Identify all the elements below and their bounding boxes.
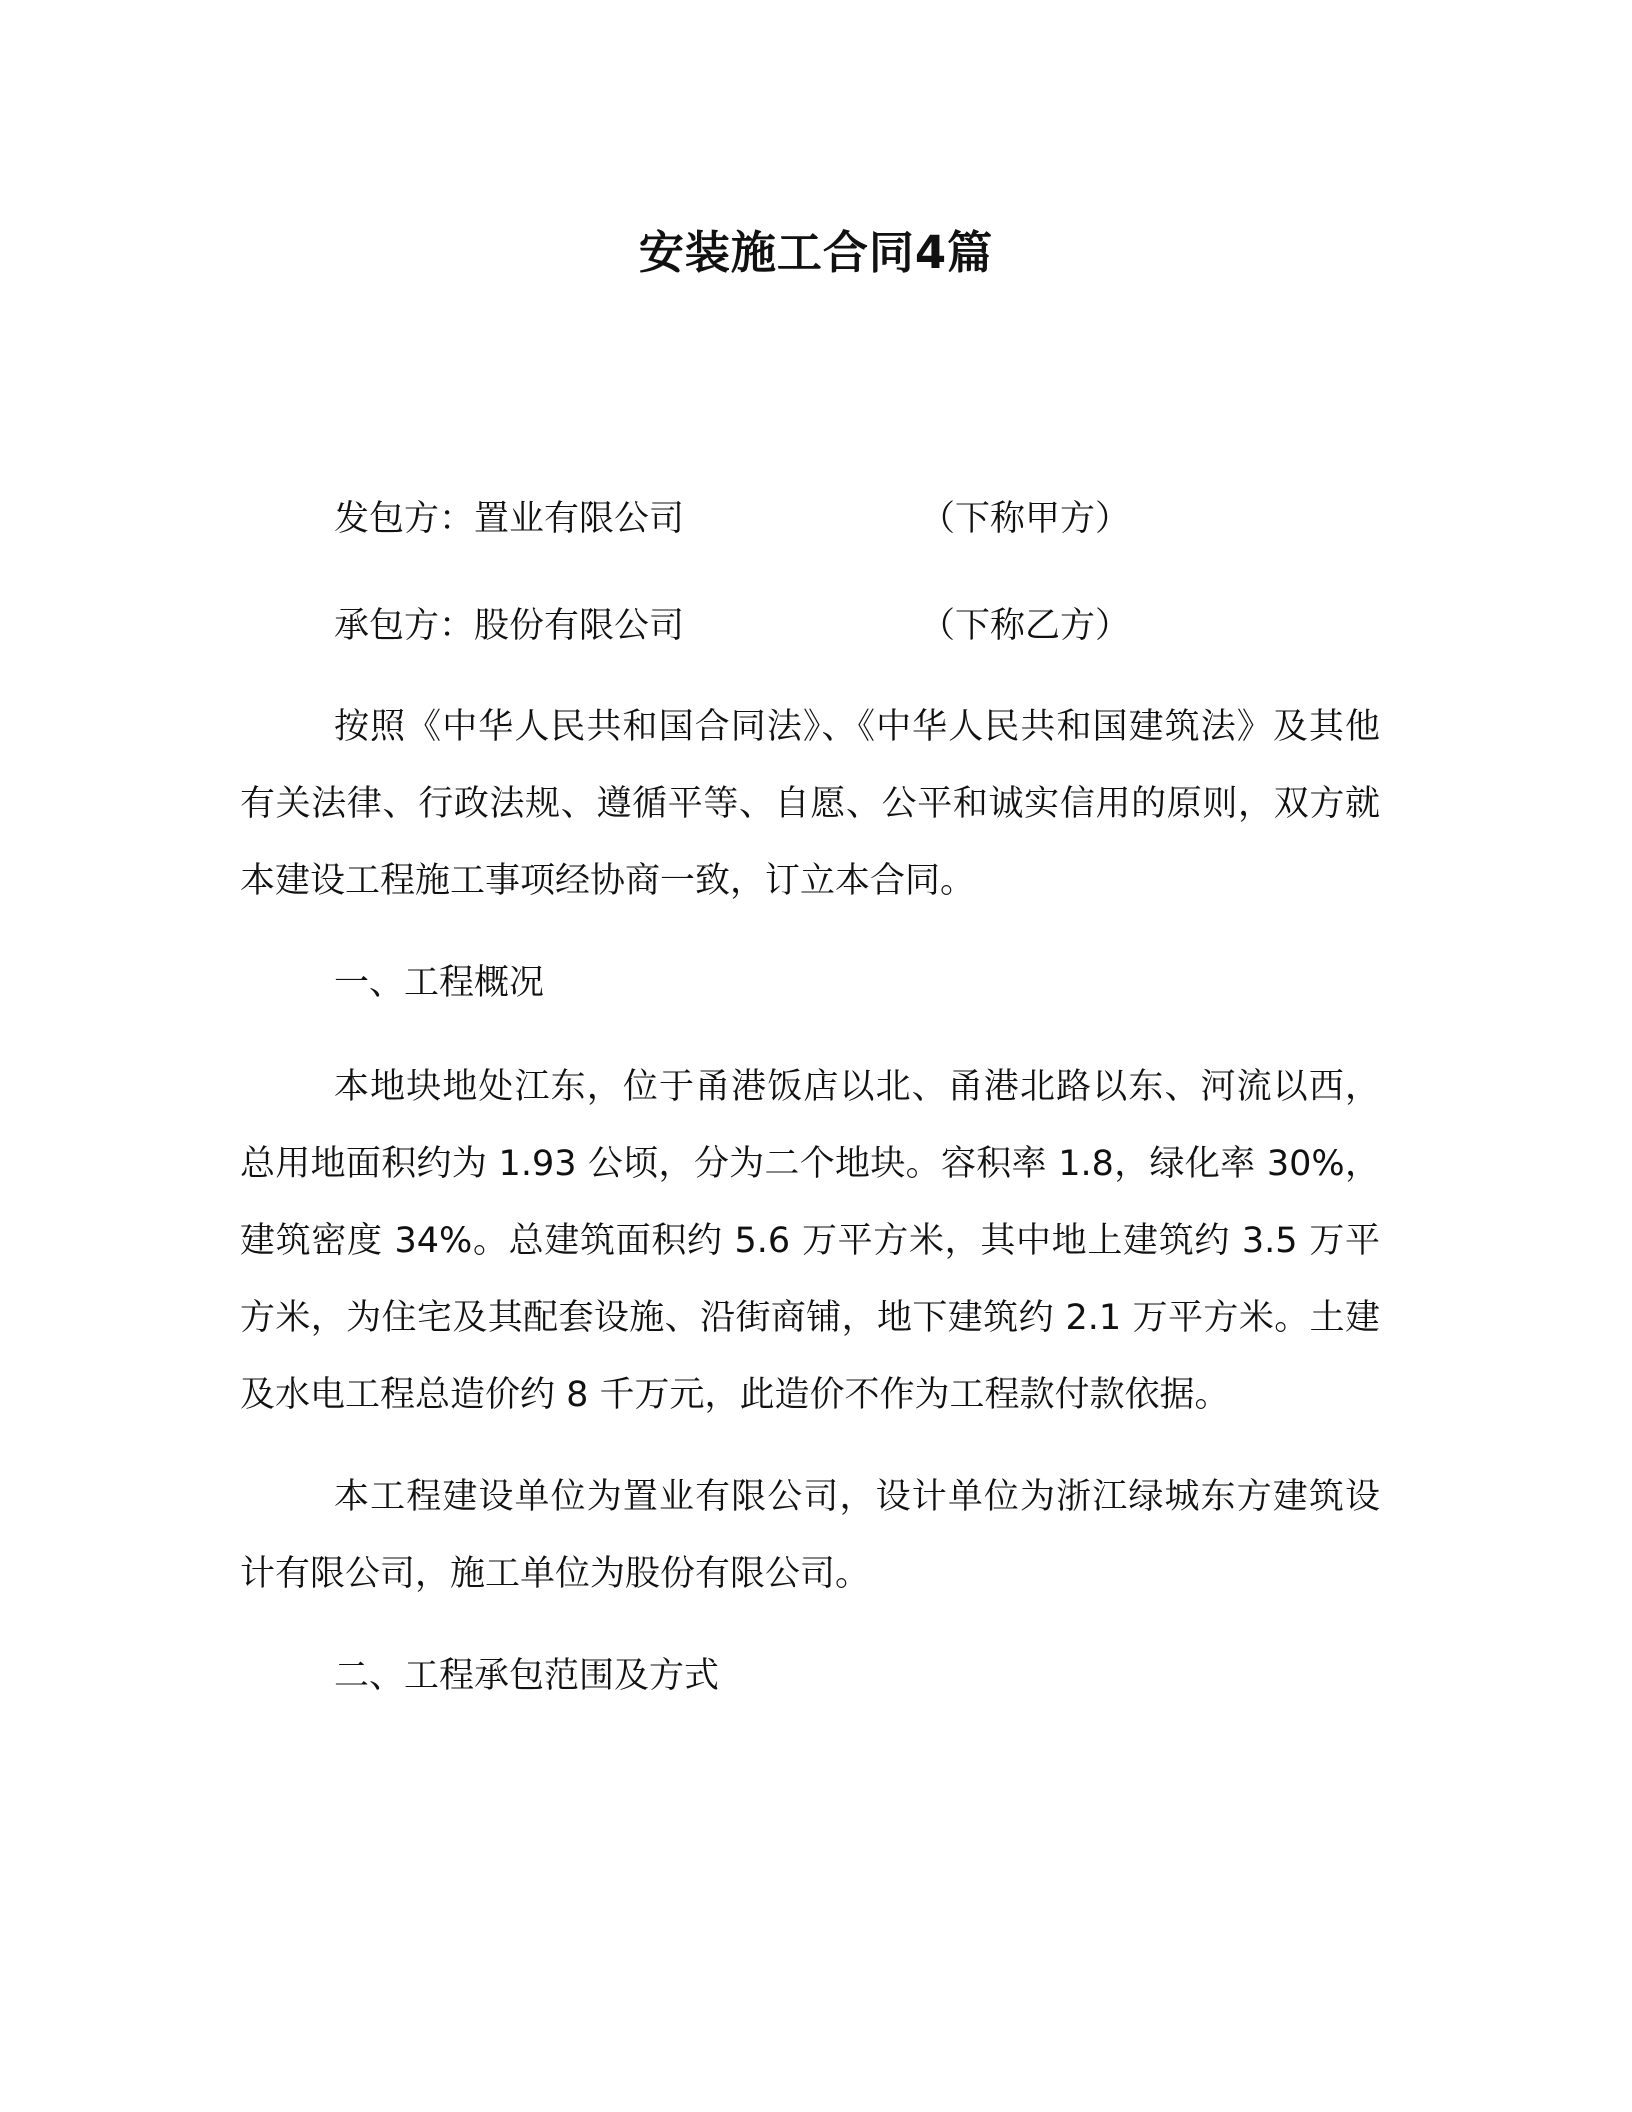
employer-line [334, 494, 1334, 544]
document-title: 安装施工合同4篇 [638, 226, 994, 279]
preamble-paragraph: 按照《中华人民共和国合同法》、《中华人民共和国建筑法》及其他有关法律、行政法规、遵循平等、自愿、公平和诚实信用的原则，双方就本建设工程施工事项经协商一致，订立本合同。 [240, 707, 1380, 901]
section-1-heading: 一、工程概况 [334, 963, 545, 1003]
section-1-paragraph-1: 本地块地处江东，位于甬港饭店以北、甬港北路以东、河流以西，总用地面积约为 1.93 公顷，分为二个地块。容积率 1.8，绿化率 30%，建筑密度 34%。总建筑面积约 5.6 万平方米，其中地上建筑约 3.5 万平方米，为住宅及其配套设施、沿街商铺，地下建筑约 2.1 万平方米。土建及水电工程总造价约 8 千万元，此造价不作为工程款付款依据。 [240, 1067, 1380, 1415]
section-2-heading: 二、工程承包范围及方式 [334, 1656, 720, 1696]
contractor-alias: （下称乙方） [920, 606, 1131, 646]
contractor-label: 承包方：股份有限公司 [334, 606, 685, 646]
contractor-line [334, 601, 1334, 651]
section-1-paragraph-2: 本工程建设单位为置业有限公司，设计单位为浙江绿城东方建筑设计有限公司，施工单位为股份有限公司。 [240, 1477, 1380, 1594]
employer-alias: （下称甲方） [920, 499, 1131, 539]
employer-label: 发包方：置业有限公司 [334, 499, 685, 539]
